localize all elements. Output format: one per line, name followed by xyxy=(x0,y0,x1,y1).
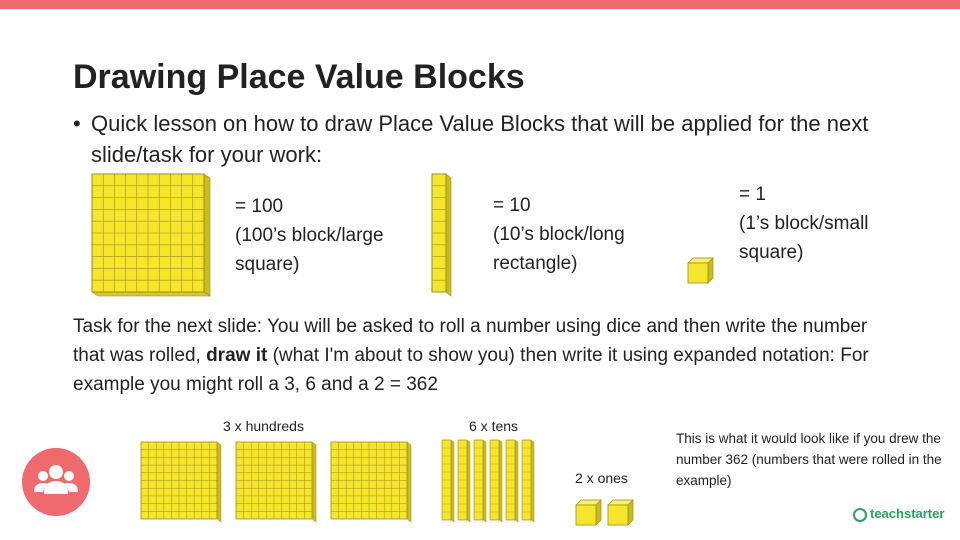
hundreds-caption: 3 x hundreds xyxy=(223,418,304,434)
example-one-block-1 xyxy=(576,500,602,526)
one-label-line-1: = 1 xyxy=(739,184,766,205)
teachstarter-logo-icon xyxy=(853,508,867,522)
example-note: This is what it would look like if you drew the number 362 (numbers that were rolled in the example) xyxy=(676,431,942,488)
one-label-line-2: (1’s block/small xyxy=(739,213,869,234)
hundred-block-icon xyxy=(92,174,214,296)
brand-name: teachstarter xyxy=(870,506,945,521)
top-accent-bar xyxy=(0,0,960,9)
ten-label-line-3: rectangle) xyxy=(493,253,578,274)
one-label xyxy=(739,180,869,267)
task-text-bold: draw it xyxy=(206,345,268,366)
example-hundred-block-2 xyxy=(236,442,316,522)
ones-caption: 2 x ones xyxy=(575,470,628,486)
lesson-bullet xyxy=(73,108,873,170)
ten-label-line-2: (10’s block/long xyxy=(493,224,625,245)
task-text-1: Task for the next slide: You will be asked to roll a number using dice and then write the number that was rolled, xyxy=(73,316,868,366)
ten-label-line-1: = 10 xyxy=(493,195,531,216)
example-tens-group xyxy=(442,440,542,525)
ten-block-icon xyxy=(432,174,454,296)
hundred-label xyxy=(235,192,384,279)
one-block-icon xyxy=(688,258,714,284)
one-label-line-3: square) xyxy=(739,242,804,263)
example-one-block-2 xyxy=(608,500,634,526)
hundred-label-line-3: square) xyxy=(235,254,300,275)
ten-label xyxy=(493,191,625,278)
task-instructions xyxy=(73,312,903,399)
hundred-label-line-1: = 100 xyxy=(235,196,284,217)
task-text-2: (what I'm about to show you) then write it using expanded notation: For example you might roll a 3, 6 and a 2 = 362 xyxy=(73,345,869,395)
hundred-label-line-2: (100’s block/large xyxy=(235,225,384,246)
people-group-icon xyxy=(22,448,90,516)
example-hundred-block-3 xyxy=(331,442,411,522)
tens-caption: 6 x tens xyxy=(469,418,519,434)
slide-title: Drawing Place Value Blocks xyxy=(73,58,525,96)
bullet-text: Quick lesson on how to draw Place Value Blocks that will be applied for the next slide/task for your work: xyxy=(91,111,869,167)
brand-logo xyxy=(853,506,944,522)
example-hundred-block-1 xyxy=(141,442,221,522)
bullet-mark: • xyxy=(73,111,81,136)
